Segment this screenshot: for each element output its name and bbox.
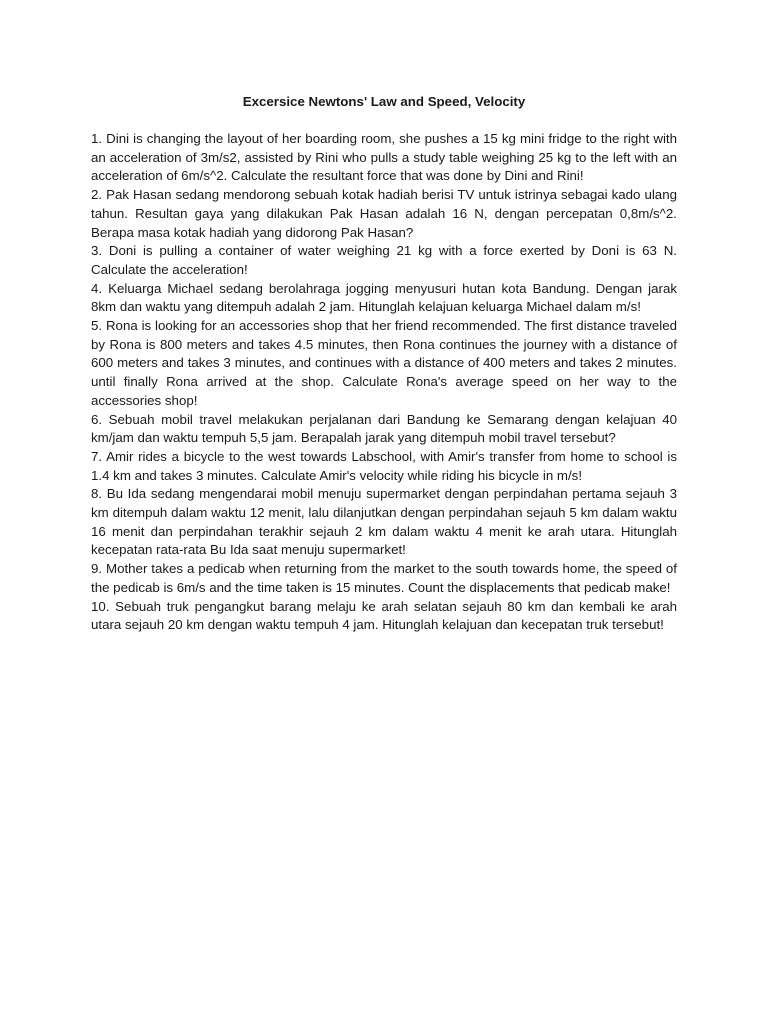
question-item: 4. Keluarga Michael sedang berolahraga jogging menyusuri hutan kota Bandung. Dengan jarak 8km dan waktu yang ditempuh adalah 2 jam. Hitunglah kelajuan keluarga Michael dalam m/s!	[91, 280, 677, 315]
question-item: 10. Sebuah truk pengangkut barang melaju ke arah selatan sejauh 80 km dan kembali ke arah utara sejauh 20 km dengan waktu tempuh 4 jam. Hitunglah kelajuan dan kecepatan truk tersebut!	[91, 598, 677, 633]
question-item: 2. Pak Hasan sedang mendorong sebuah kotak hadiah berisi TV untuk istrinya sebagai kado ulang tahun. Resultan gaya yang dilakukan Pak Hasan adalah 16 N, dengan percepatan 0,8m/s^2. Berapa masa kotak hadiah yang didorong Pak Hasan?	[91, 187, 677, 240]
question-item: 6. Sebuah mobil travel melakukan perjalanan dari Bandung ke Semarang dengan kelajuan 40 km/jam dan waktu tempuh 5,5 jam. Berapalah jarak yang ditempuh mobil travel tersebut?	[91, 411, 677, 446]
document-title: Excersice Newtons' Law and Speed, Velocity	[242, 94, 526, 109]
question-item: 8. Bu Ida sedang mengendarai mobil menuju supermarket dengan perpindahan pertama sejauh 3 km ditempuh dalam waktu 12 menit, lalu dilanjutkan dengan perpindahan sejauh 5 km dalam waktu 16 menit dan perpindahan terakhir sejauh 2 km dalam waktu 4 menit ke arah utara. Hitunglah kecepatan rata-rata Bu Ida saat menuju supermarket!	[91, 486, 677, 558]
question-item: 5. Rona is looking for an accessories shop that her friend recommended. The first distance traveled by Rona is 800 meters and takes 4.5 minutes, then Rona continues the journey with a distance of 600 meters and takes 3 minutes, and continues with a distance of 400 meters and takes 2 minutes. until finally Rona arrived at the shop. Calculate Rona's average speed on her way to the accessories shop!	[91, 318, 677, 408]
question-item: 9. Mother takes a pedicab when returning from the market to the south towards home, the speed of the pedicab is 6m/s and the time taken is 15 minutes. Count the displacements that pedicab make!	[91, 561, 677, 595]
question-item: 3. Doni is pulling a container of water weighing 21 kg with a force exerted by Doni is 63 N. Calculate the acceleration!	[91, 243, 677, 277]
question-list	[91, 130, 677, 635]
question-item: 1. Dini is changing the layout of her boarding room, she pushes a 15 kg mini fridge to the right with an acceleration of 3m/s2, assisted by Rini who pulls a study table weighing 25 kg to the left with an acceleration of 6m/s^2. Calculate the resultant force that was done by Dini and Rini!	[91, 131, 677, 184]
question-item: 7. Amir rides a bicycle to the west towards Labschool, with Amir's transfer from home to school is 1.4 km and takes 3 minutes. Calculate Amir's velocity while riding his bicycle in m/s!	[91, 448, 677, 483]
